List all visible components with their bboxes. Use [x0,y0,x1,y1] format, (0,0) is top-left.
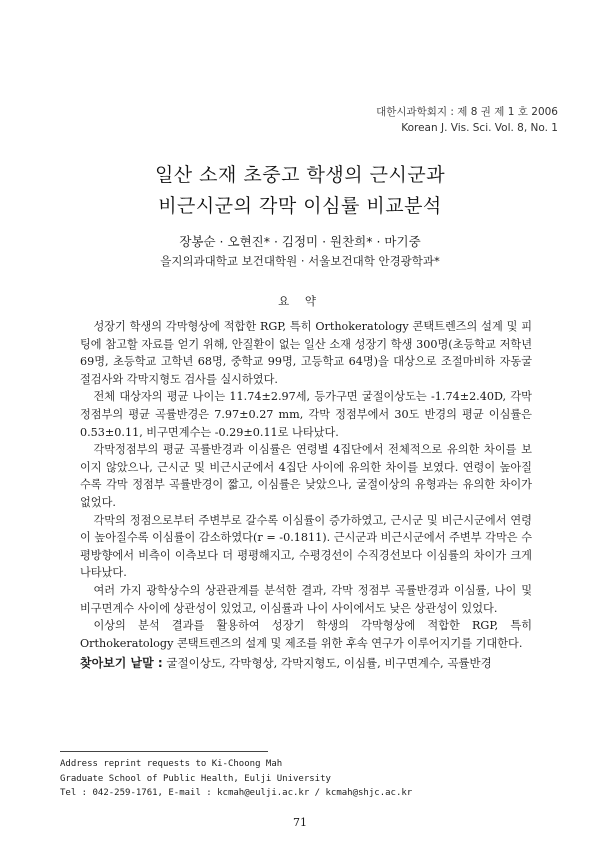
abstract-heading: 요 약 [278,294,322,308]
author-list: 장봉순 · 오현진* · 김정미 · 원찬희* · 마기중 [179,234,421,249]
page-number: 71 [293,816,307,829]
footnote-line: Graduate School of Public Health, Eulji University [60,773,331,784]
journal-header [376,104,558,136]
footnote-line: Tel : 042-259-1761, E-mail : kcmah@eulji.ac.kr / kcmah@shjc.ac.kr [60,788,413,798]
abstract-paragraph: 전체 대상자의 평균 나이는 11.74±2.97세, 등가구면 굴절이상도는 -1.74±2.40D, 각막 정점부의 평균 곡률반경은 7.97±0.27 mm, 각막 정점부에서 30도 반경의 평균 이심률은 0.53±0.11, 비구면계수는 -0.29±0.11로 나타났다. [80,390,532,439]
abstract-paragraph: 성장기 학생의 각막형상에 적합한 RGP, 특히 Orthokeratology 콘택트렌즈의 설계 및 피팅에 참고할 자료를 얻기 위해, 안질환이 없는 일산 소재 성장기 학생 300명(초등학교 저학년 69명, 초등학교 고학년 68명, 중학교 99명, 고등학교 64명)을 대상으로 조절마비하 자동굴절검사와 각막지형도 검사를 실시하였다. [80,320,532,386]
keywords-list: 굴절이상도, 각막형상, 각막지형도, 이심률, 비구면계수, 곡률반경 [166,656,492,670]
abstract-paragraph: 여러 가지 광학상수의 상관관계를 분석한 결과, 각막 정점부 곡률반경과 이심률, 나이 및 비구면계수 사이에 상관성이 있었고, 이심률과 나이 사이에서도 낮은 상관성이 있었다. [80,583,532,615]
abstract-paragraph: 각막의 정점으로부터 주변부로 갈수록 이심률이 증가하였고, 근시군 및 비근시군에서 연령이 높아질수록 이심률이 감소하였다(r = -0.1811). 근시군과 비근시군에서 주변부 각막은 수평방향에서 비측이 이측보다 더 평평해지고, 수평경선이 수직경선보다 이심률의 차이가 크게 나타났다. [80,513,532,580]
abstract-paragraph: 이상의 분석 결과를 활용하여 성장기 학생의 각막형상에 적합한 RGP, 특히 Orthokeratology 콘택트렌즈의 설계 및 제조를 위한 후속 연구가 이루어지기를 기대한다. [80,619,532,650]
footnote-divider [60,751,268,752]
footnote-line: Address reprint requests to Ki-Choong Mah [60,759,283,769]
correspondence-footnote [60,757,540,801]
affiliation: 을지의과대학교 보건대학원 · 서울보건대학 안경광학과* [160,254,440,268]
paper-title [0,160,600,222]
keywords-label: 찾아보기 낱말 : [80,656,163,670]
paper-title-line-1: 일산 소재 초중고 학생의 근시군과 [154,164,446,186]
paper-title-line-2: 비근시군의 각막 이심률 비교분석 [158,195,442,217]
journal-citation-english: Korean J. Vis. Sci. Vol. 8, No. 1 [401,122,558,134]
abstract-paragraph: 각막정점부의 평균 곡률반경과 이심률은 연령별 4집단에서 전체적으로 유의한 차이를 보이지 않았으나, 근시군 및 비근시군에서 4집단 사이에 유의한 차이를 보였다. 연령이 높아질수록 각막 정점부 곡률반경이 짧고, 이심률은 낮았으나, 굴절이상의 유형과는 유의한 차이가 없었다. [80,443,532,509]
journal-citation-korean: 대한시과학회지 : 제 8 권 제 1 호 2006 [376,106,558,118]
abstract-body [80,318,532,652]
keywords [80,654,540,672]
